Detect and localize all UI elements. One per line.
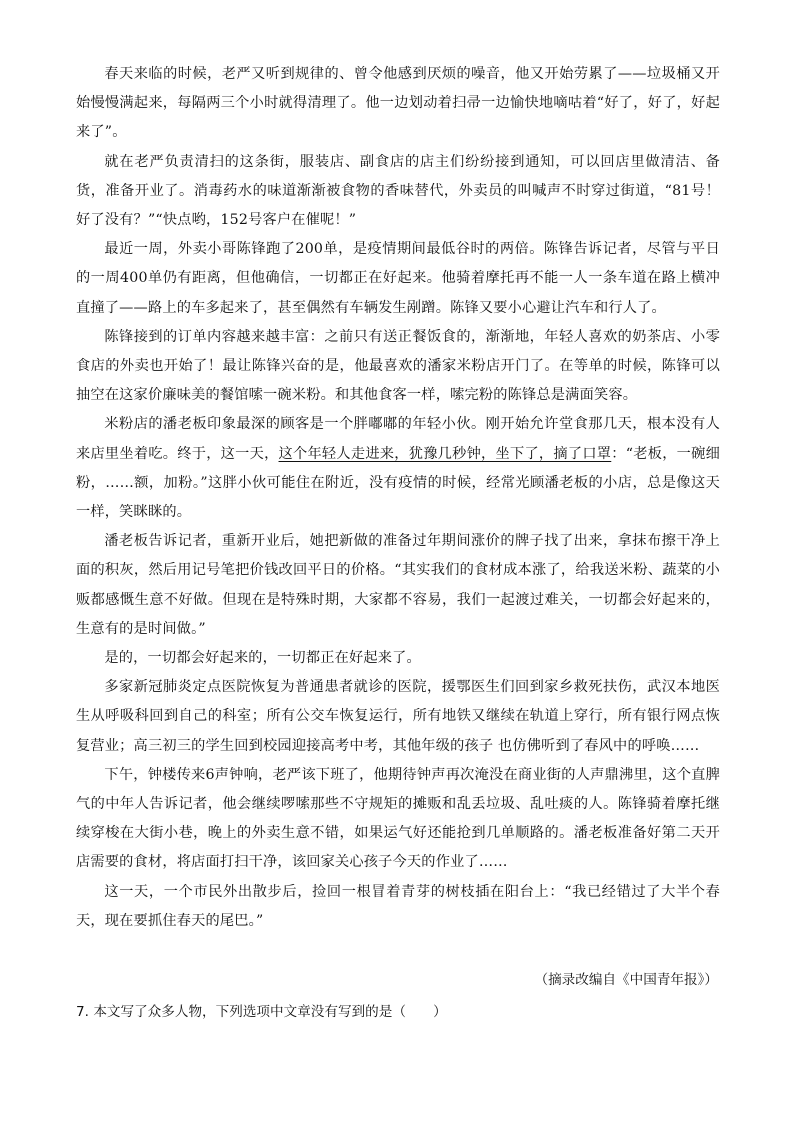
paragraph-9: 下午，钟楼传来6声钟响，老严该下班了，他期待钟声再次淹没在商业街的人声鼎沸里，这个直脾气的中年人告诉记者，他会继续啰嗦那些不守规矩的摊贩和乱丢垃圾、乱吐痰的人。陈锋骑着摩托继续穿梭在大街小巷，晚上的外卖生意不错，如果运气好还能抢到几单顺路的。潘老板准备好第二天开店需要的食材，将店面打扫干净，该回家关心孩子今天的作业了……	[76, 766, 720, 871]
question-number: 7.	[76, 1004, 89, 1020]
paragraph-2: 就在老严负责清扫的这条街，服装店、副食店的店主们纷纷接到通知，可以回店里做清洁、备货，准备开业了。消毒药水的味道渐渐被食物的香味替代，外卖员的叫喊声不时穿过街道，“81号！好了没有？”“快点哟，152号客户在催呢！”	[76, 153, 720, 229]
question-text: 本文写了众多人物，下列选项中文章没有写到的是（ ）	[93, 1004, 447, 1020]
paragraph-7: 是的，一切都会好起来的，一切都正在好起来了。	[104, 650, 421, 667]
paragraph-10: 这一天，一个市民外出散步后，捡回一根冒着青芽的树枝插在阳台上：“我已经错过了大半个春天，现在要抓住春天的尾巴。”	[76, 883, 720, 929]
paragraph-1: 春天来临的时候，老严又听到规律的、曾令他感到厌烦的噪音，他又开始劳累了——垃圾桶又开始慢慢满起来，每隔两三个小时就得清理了。他一边划动着扫帚一边愉快地嘀咕着“好了，好了，好起来了”。	[76, 66, 720, 141]
paragraph-8: 多家新冠肺炎定点医院恢复为普通患者就诊的医院，援鄂医生们回到家乡救死扶伤，武汉本地医生从呼吸科回到自己的科室；所有公交车恢复运行，所有地铁又继续在轨道上穿行，所有银行网点恢复营业；高三初三的学生回到校园迎接高考中考，其他年级的孩子 也仿佛听到了春风中的呼唤……	[76, 679, 720, 754]
article-source: （摘录改编自《中国青年报》）	[534, 972, 718, 988]
article-body	[76, 60, 720, 936]
question-7	[76, 1000, 720, 1024]
paragraph-5-end: ：“老板，一碗细粉，……额，加粉。”这胖小伙可能住在附近，没有疫情的时候，经常光顾潘老板的小店，总是像这天一样，笑眯眯的。	[76, 445, 720, 521]
paragraph-5-start: 米粉店的潘老板印象最深的顾客是一个胖嘟嘟的年轻小伙。刚开始允许堂食那几天，根本没有人来店里坐着吃。终于，这一天，	[76, 416, 720, 462]
paragraph-6: 潘老板告诉记者，重新开业后，她把新做的准备过年期间涨价的牌子找了出来，拿抹布擦干净上面的积灰，然后用记号笔把价钱改回平日的价格。“其实我们的食材成本涨了，给我送米粉、蔬菜的小贩都感慨生意不好做。但现在是特殊时期，大家都不容易，我们一起渡过难关，一切都会好起来的，生意有的是时间做。”	[76, 533, 720, 637]
paragraph-3: 最近一周，外卖小哥陈锋跑了200单，是疫情期间最低谷时的两倍。陈锋告诉记者，尽管与平日的一周400单仍有距离，但他确信，一切都正在好起来。他骑着摩托再不能一人一条车道在路上横冲直撞了——路上的车多起来了，甚至偶然有车辆发生剐蹭。陈锋又要小心避让汽车和行人了。	[76, 241, 720, 316]
paragraph-4: 陈锋接到的订单内容越来越丰富：之前只有送正餐饭食的，渐渐地，年轻人喜欢的奶茶店、小零食店的外卖也开始了！最让陈锋兴奋的是，他最喜欢的潘家米粉店开门了。在等单的时候，陈锋可以抽空在这家价廉味美的餐馆嗦一碗米粉。和其他食客一样，嗦完粉的陈锋总是满面笑容。	[76, 328, 720, 404]
paragraph-5	[76, 410, 720, 527]
underlined-sentence: 这个年轻人走进来，犹豫几秒钟，坐下了，摘了口罩	[278, 445, 612, 462]
